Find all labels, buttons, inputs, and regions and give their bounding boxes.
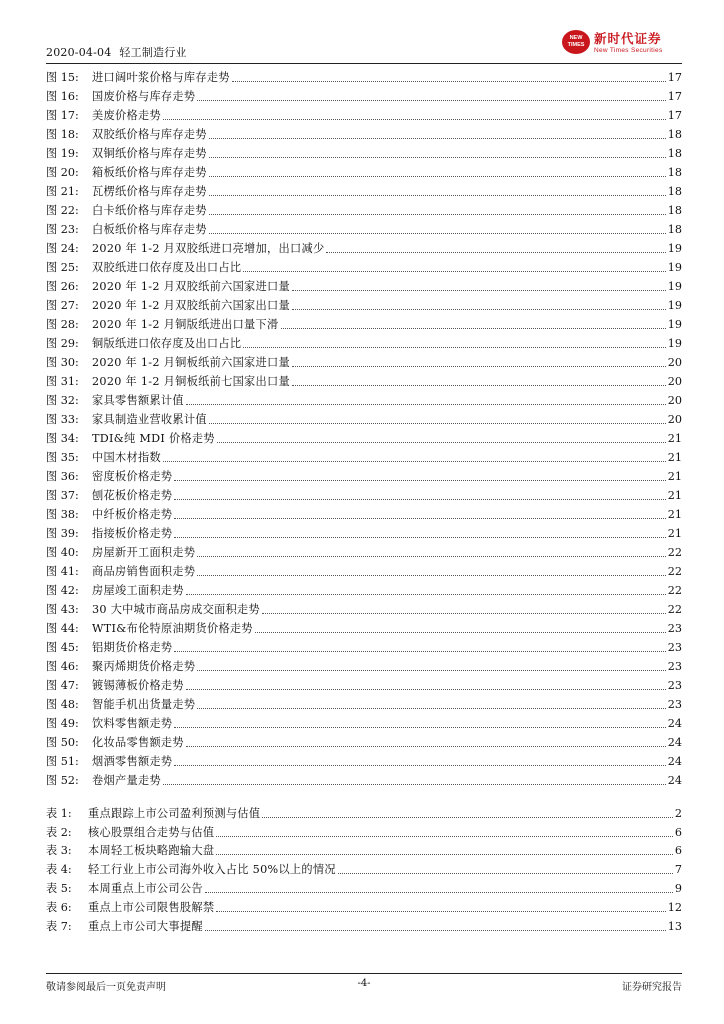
figure-entry-title: WTI&布伦特原油期货价格走势 bbox=[92, 622, 253, 635]
company-logo bbox=[562, 28, 682, 58]
table-entry[interactable] bbox=[46, 877, 682, 896]
figure-entry[interactable] bbox=[46, 446, 682, 465]
figure-entry-label: 图 27: bbox=[46, 299, 79, 312]
figure-entry[interactable] bbox=[46, 503, 682, 522]
dot-leader bbox=[209, 423, 666, 424]
footer-page-number: -4- bbox=[357, 978, 371, 989]
table-entry-label: 表 5: bbox=[46, 881, 72, 895]
dot-leader bbox=[292, 309, 666, 310]
figure-entry-title: 2020 年 1-2 月铜版纸进出口量下滑 bbox=[92, 318, 279, 331]
figure-entry[interactable] bbox=[46, 560, 682, 579]
figure-entry-page-number: 19 bbox=[667, 299, 682, 312]
figure-entry-page-number: 18 bbox=[667, 128, 682, 141]
figure-entry-label: 图 32: bbox=[46, 394, 79, 407]
figure-entry-title: 房屋竣工面积走势 bbox=[92, 584, 184, 597]
dot-leader bbox=[163, 784, 666, 785]
figure-entry-label: 图 47: bbox=[46, 679, 79, 692]
figure-entry-page-number: 21 bbox=[667, 527, 682, 540]
figure-entry-title: 美废价格走势 bbox=[92, 109, 161, 122]
figure-entry-label: 图 21: bbox=[46, 185, 79, 198]
figure-entry-page-number: 23 bbox=[667, 622, 682, 635]
figure-entry-label: 图 23: bbox=[46, 223, 79, 236]
dot-leader bbox=[209, 195, 666, 196]
figure-entry-label: 图 31: bbox=[46, 375, 79, 388]
figure-entry[interactable] bbox=[46, 579, 682, 598]
figure-entry-page-number: 24 bbox=[667, 774, 682, 787]
figure-entry[interactable] bbox=[46, 712, 682, 731]
figure-entry[interactable] bbox=[46, 104, 682, 123]
figure-entry[interactable] bbox=[46, 598, 682, 617]
figure-entry-label: 图 40: bbox=[46, 546, 79, 559]
table-entry-title: 本周重点上市公司公告 bbox=[88, 881, 203, 895]
table-entry-title: 轻工行业上市公司海外收入占比 50%以上的情况 bbox=[88, 863, 336, 877]
table-list bbox=[46, 802, 682, 934]
figure-entry[interactable] bbox=[46, 636, 682, 655]
dot-leader bbox=[216, 854, 673, 855]
dot-leader bbox=[205, 892, 673, 893]
figure-entry-label: 图 48: bbox=[46, 698, 79, 711]
figure-entry-label: 图 46: bbox=[46, 660, 79, 673]
dot-leader bbox=[163, 461, 666, 462]
figure-entry-title: TDI&纯 MDI 价格走势 bbox=[92, 432, 215, 445]
figure-entry-page-number: 20 bbox=[667, 356, 682, 369]
figure-entry-label: 图 20: bbox=[46, 166, 79, 179]
dot-leader bbox=[338, 873, 673, 874]
figure-entry-page-number: 19 bbox=[667, 280, 682, 293]
footer-divider bbox=[46, 973, 682, 974]
figure-entry-title: 2020 年 1-2 月双胶纸前六国家出口量 bbox=[92, 299, 291, 312]
table-entry[interactable] bbox=[46, 896, 682, 915]
figure-entry[interactable] bbox=[46, 655, 682, 674]
figure-entry-label: 图 51: bbox=[46, 755, 79, 768]
dot-leader bbox=[216, 836, 673, 837]
table-entry-label: 表 4: bbox=[46, 863, 72, 877]
table-entry-page-number: 13 bbox=[667, 919, 682, 933]
figure-entry[interactable] bbox=[46, 731, 682, 750]
figure-entry[interactable] bbox=[46, 522, 682, 541]
figure-entry[interactable] bbox=[46, 199, 682, 218]
figure-entry-title: 2020 年 1-2 月双胶纸前六国家进口量 bbox=[92, 280, 291, 293]
dot-leader bbox=[174, 727, 665, 728]
figure-entry-label: 图 50: bbox=[46, 736, 79, 749]
dot-leader bbox=[174, 499, 665, 500]
figure-entry-title: 卷烟产量走势 bbox=[92, 774, 161, 787]
figure-entry-label: 图 44: bbox=[46, 622, 79, 635]
figure-entry-title: 双胶纸进口依存度及出口占比 bbox=[92, 261, 242, 274]
figure-entry-label: 图 41: bbox=[46, 565, 79, 578]
table-entry-label: 表 2: bbox=[46, 825, 72, 839]
figure-entry-label: 图 19: bbox=[46, 147, 79, 160]
figure-entry-page-number: 18 bbox=[667, 166, 682, 179]
dot-leader bbox=[262, 613, 666, 614]
figure-entry-page-number: 18 bbox=[667, 223, 682, 236]
dot-leader bbox=[232, 81, 666, 82]
figure-entry-page-number: 21 bbox=[667, 470, 682, 483]
dot-leader bbox=[209, 233, 666, 234]
table-entry-title: 重点跟踪上市公司盈利预测与估值 bbox=[88, 806, 261, 820]
table-entry-page-number: 12 bbox=[667, 900, 682, 914]
logo-chinese-name: 新时代证券 bbox=[594, 31, 662, 46]
figure-entry-title: 进口阔叶浆价格与库存走势 bbox=[92, 71, 230, 84]
figure-entry[interactable] bbox=[46, 351, 682, 370]
figure-entry-page-number: 17 bbox=[667, 71, 682, 84]
figure-entry-title: 房屋新开工面积走势 bbox=[92, 546, 196, 559]
table-entry-title: 核心股票组合走势与估值 bbox=[88, 825, 215, 839]
table-entry-label: 表 1: bbox=[46, 806, 72, 820]
figure-entry-page-number: 20 bbox=[667, 394, 682, 407]
report-date: 2020-04-04 bbox=[46, 46, 112, 59]
dot-leader bbox=[243, 271, 665, 272]
figure-entry-label: 图 15: bbox=[46, 71, 79, 84]
page-footer bbox=[46, 978, 682, 994]
dot-leader bbox=[216, 911, 665, 912]
figure-entry-page-number: 20 bbox=[667, 413, 682, 426]
figure-entry-label: 图 30: bbox=[46, 356, 79, 369]
figure-entry-page-number: 17 bbox=[667, 109, 682, 122]
figure-entry-title: 商品房销售面积走势 bbox=[92, 565, 196, 578]
dot-leader bbox=[281, 328, 666, 329]
figure-entry-title: 双胶纸价格与库存走势 bbox=[92, 128, 207, 141]
figure-entry-title: 家具制造业营收累计值 bbox=[92, 413, 207, 426]
table-entry-page-number: 9 bbox=[674, 881, 682, 895]
figure-entry-page-number: 19 bbox=[667, 318, 682, 331]
figure-entry[interactable] bbox=[46, 313, 682, 332]
dot-leader bbox=[174, 765, 665, 766]
figure-entry-label: 图 49: bbox=[46, 717, 79, 730]
dot-leader bbox=[205, 930, 666, 931]
figure-entry-title: 白板纸价格与库存走势 bbox=[92, 223, 207, 236]
figure-entry-label: 图 42: bbox=[46, 584, 79, 597]
dot-leader bbox=[174, 651, 665, 652]
figure-entry-page-number: 24 bbox=[667, 717, 682, 730]
figure-entry-page-number: 19 bbox=[667, 261, 682, 274]
dot-leader bbox=[209, 176, 666, 177]
table-entry-page-number: 7 bbox=[674, 863, 682, 877]
table-entry-label: 表 3: bbox=[46, 844, 72, 858]
figure-list bbox=[46, 66, 682, 788]
figure-entry-page-number: 19 bbox=[667, 242, 682, 255]
figure-entry[interactable] bbox=[46, 66, 682, 85]
figure-entry-page-number: 24 bbox=[667, 736, 682, 749]
figure-entry-title: 密度板价格走势 bbox=[92, 470, 173, 483]
dot-leader bbox=[197, 575, 665, 576]
figure-entry-label: 图 17: bbox=[46, 109, 79, 122]
figure-entry[interactable] bbox=[46, 465, 682, 484]
figure-entry-page-number: 21 bbox=[667, 451, 682, 464]
figure-entry-title: 中纤板价格走势 bbox=[92, 508, 173, 521]
figure-entry[interactable] bbox=[46, 408, 682, 427]
figure-entry-page-number: 22 bbox=[667, 546, 682, 559]
figure-entry-label: 图 16: bbox=[46, 90, 79, 103]
industry-name: 轻工制造行业 bbox=[119, 46, 187, 59]
table-entry-title: 本周轻工板块略跑输大盘 bbox=[88, 844, 215, 858]
figure-entry-page-number: 19 bbox=[667, 337, 682, 350]
figure-entry[interactable] bbox=[46, 218, 682, 237]
figure-entry-label: 图 45: bbox=[46, 641, 79, 654]
figure-entry-page-number: 22 bbox=[667, 603, 682, 616]
figure-entry-title: 聚丙烯期货价格走势 bbox=[92, 660, 196, 673]
dot-leader bbox=[174, 537, 665, 538]
figure-entry-title: 瓦楞纸价格与库存走势 bbox=[92, 185, 207, 198]
figure-entry-title: 30 大中城市商品房成交面积走势 bbox=[92, 603, 261, 616]
dot-leader bbox=[292, 385, 666, 386]
figure-entry-title: 镀锡薄板价格走势 bbox=[92, 679, 184, 692]
figure-entry-page-number: 23 bbox=[667, 660, 682, 673]
dot-leader bbox=[292, 290, 666, 291]
figure-entry-title: 双铜纸价格与库存走势 bbox=[92, 147, 207, 160]
figure-entry-title: 箱板纸价格与库存走势 bbox=[92, 166, 207, 179]
figure-entry-label: 图 38: bbox=[46, 508, 79, 521]
figure-entry-title: 国废价格与库存走势 bbox=[92, 90, 196, 103]
figure-entry-label: 图 33: bbox=[46, 413, 79, 426]
figure-entry-title: 化妆品零售额走势 bbox=[92, 736, 184, 749]
figure-entry-label: 图 34: bbox=[46, 432, 79, 445]
dot-leader bbox=[197, 708, 665, 709]
dot-leader bbox=[163, 119, 666, 120]
table-entry[interactable] bbox=[46, 858, 682, 877]
figure-entry-page-number: 23 bbox=[667, 641, 682, 654]
figure-entry-page-number: 20 bbox=[667, 375, 682, 388]
table-entry-title: 重点上市公司限售股解禁 bbox=[88, 900, 215, 914]
table-entry-page-number: 2 bbox=[674, 806, 682, 820]
figure-entry-label: 图 39: bbox=[46, 527, 79, 540]
figure-entry-page-number: 21 bbox=[667, 508, 682, 521]
figure-entry-page-number: 18 bbox=[667, 204, 682, 217]
dot-leader bbox=[174, 480, 665, 481]
logo-english-name: New Times Securities bbox=[594, 47, 663, 54]
figure-entry-label: 图 25: bbox=[46, 261, 79, 274]
figure-entry-label: 图 22: bbox=[46, 204, 79, 217]
figure-entry[interactable] bbox=[46, 389, 682, 408]
table-entry-label: 表 6: bbox=[46, 900, 72, 914]
figure-entry-title: 2020 年 1-2 月铜板纸前六国家进口量 bbox=[92, 356, 291, 369]
logo-mark-icon: NEW TIMES bbox=[562, 30, 590, 54]
table-entry[interactable] bbox=[46, 840, 682, 859]
figure-entry-title: 白卡纸价格与库存走势 bbox=[92, 204, 207, 217]
footer-disclaimer: 敬请参阅最后一页免责声明 bbox=[46, 982, 166, 993]
figure-entry-label: 图 43: bbox=[46, 603, 79, 616]
dot-leader bbox=[186, 746, 666, 747]
table-entry[interactable] bbox=[46, 915, 682, 934]
figure-entry[interactable] bbox=[46, 484, 682, 503]
dot-leader bbox=[174, 518, 665, 519]
dot-leader bbox=[262, 817, 673, 818]
table-entry-title: 重点上市公司大事提醒 bbox=[88, 919, 203, 933]
figure-entry-title: 智能手机出货量走势 bbox=[92, 698, 196, 711]
figure-entry-label: 图 18: bbox=[46, 128, 79, 141]
dot-leader bbox=[197, 556, 665, 557]
figure-entry[interactable] bbox=[46, 693, 682, 712]
figure-entry[interactable] bbox=[46, 123, 682, 142]
figure-entry-page-number: 21 bbox=[667, 432, 682, 445]
figure-entry-page-number: 22 bbox=[667, 584, 682, 597]
figure-entry-label: 图 28: bbox=[46, 318, 79, 331]
dot-leader bbox=[186, 689, 666, 690]
figure-entry[interactable] bbox=[46, 161, 682, 180]
figure-entry-title: 中国木材指数 bbox=[92, 451, 161, 464]
figure-entry-page-number: 24 bbox=[667, 755, 682, 768]
figure-entry-label: 图 36: bbox=[46, 470, 79, 483]
figure-entry[interactable] bbox=[46, 541, 682, 560]
figure-entry-title: 铝期货价格走势 bbox=[92, 641, 173, 654]
figure-entry[interactable] bbox=[46, 674, 682, 693]
dot-leader bbox=[209, 138, 666, 139]
figure-entry-page-number: 21 bbox=[667, 489, 682, 502]
figure-entry-title: 烟酒零售额走势 bbox=[92, 755, 173, 768]
figure-entry[interactable] bbox=[46, 237, 682, 256]
figure-entry[interactable] bbox=[46, 427, 682, 446]
figure-entry[interactable] bbox=[46, 142, 682, 161]
figure-entry-label: 图 29: bbox=[46, 337, 79, 350]
dot-leader bbox=[197, 100, 665, 101]
figure-entry-title: 铜版纸进口依存度及出口占比 bbox=[92, 337, 242, 350]
figure-entry-page-number: 22 bbox=[667, 565, 682, 578]
dot-leader bbox=[197, 670, 665, 671]
figure-entry[interactable] bbox=[46, 256, 682, 275]
header-divider bbox=[46, 63, 682, 64]
figure-entry-title: 饮料零售额走势 bbox=[92, 717, 173, 730]
figure-entry-page-number: 18 bbox=[667, 185, 682, 198]
figure-entry-title: 家具零售额累计值 bbox=[92, 394, 184, 407]
figure-entry-label: 图 24: bbox=[46, 242, 79, 255]
dot-leader bbox=[209, 157, 666, 158]
table-entry[interactable] bbox=[46, 802, 682, 821]
figure-entry-page-number: 18 bbox=[667, 147, 682, 160]
figure-entry-title: 2020 年 1-2 月双胶纸进口亮增加，出口减少 bbox=[92, 242, 325, 255]
figure-entry-title: 指接板价格走势 bbox=[92, 527, 173, 540]
figure-entry-label: 图 35: bbox=[46, 451, 79, 464]
dot-leader bbox=[255, 632, 666, 633]
figure-entry[interactable] bbox=[46, 750, 682, 769]
figure-entry[interactable] bbox=[46, 332, 682, 351]
dot-leader bbox=[326, 252, 665, 253]
header-text bbox=[46, 44, 187, 60]
figure-entry-title: 2020 年 1-2 月铜板纸前七国家出口量 bbox=[92, 375, 291, 388]
figure-entry-label: 图 37: bbox=[46, 489, 79, 502]
figure-entry-label: 图 52: bbox=[46, 774, 79, 787]
figure-entry-title: 刨花板价格走势 bbox=[92, 489, 173, 502]
dot-leader bbox=[186, 404, 666, 405]
dot-leader bbox=[186, 594, 666, 595]
figure-entry[interactable] bbox=[46, 769, 682, 788]
page-header bbox=[46, 28, 682, 62]
figure-entry[interactable] bbox=[46, 85, 682, 104]
figure-entry[interactable] bbox=[46, 180, 682, 199]
figure-entry[interactable] bbox=[46, 370, 682, 389]
table-entry-page-number: 6 bbox=[674, 844, 682, 858]
footer-report-type: 证券研究报告 bbox=[622, 982, 682, 993]
figure-entry[interactable] bbox=[46, 294, 682, 313]
dot-leader bbox=[292, 366, 666, 367]
table-entry-label: 表 7: bbox=[46, 919, 72, 933]
dot-leader bbox=[209, 214, 666, 215]
dot-leader bbox=[243, 347, 665, 348]
table-entry[interactable] bbox=[46, 821, 682, 840]
figure-entry[interactable] bbox=[46, 617, 682, 636]
figure-entry-label: 图 26: bbox=[46, 280, 79, 293]
table-entry-page-number: 6 bbox=[674, 825, 682, 839]
figure-entry[interactable] bbox=[46, 275, 682, 294]
figure-entry-page-number: 23 bbox=[667, 679, 682, 692]
dot-leader bbox=[217, 442, 666, 443]
figure-entry-page-number: 23 bbox=[667, 698, 682, 711]
figure-entry-page-number: 17 bbox=[667, 90, 682, 103]
